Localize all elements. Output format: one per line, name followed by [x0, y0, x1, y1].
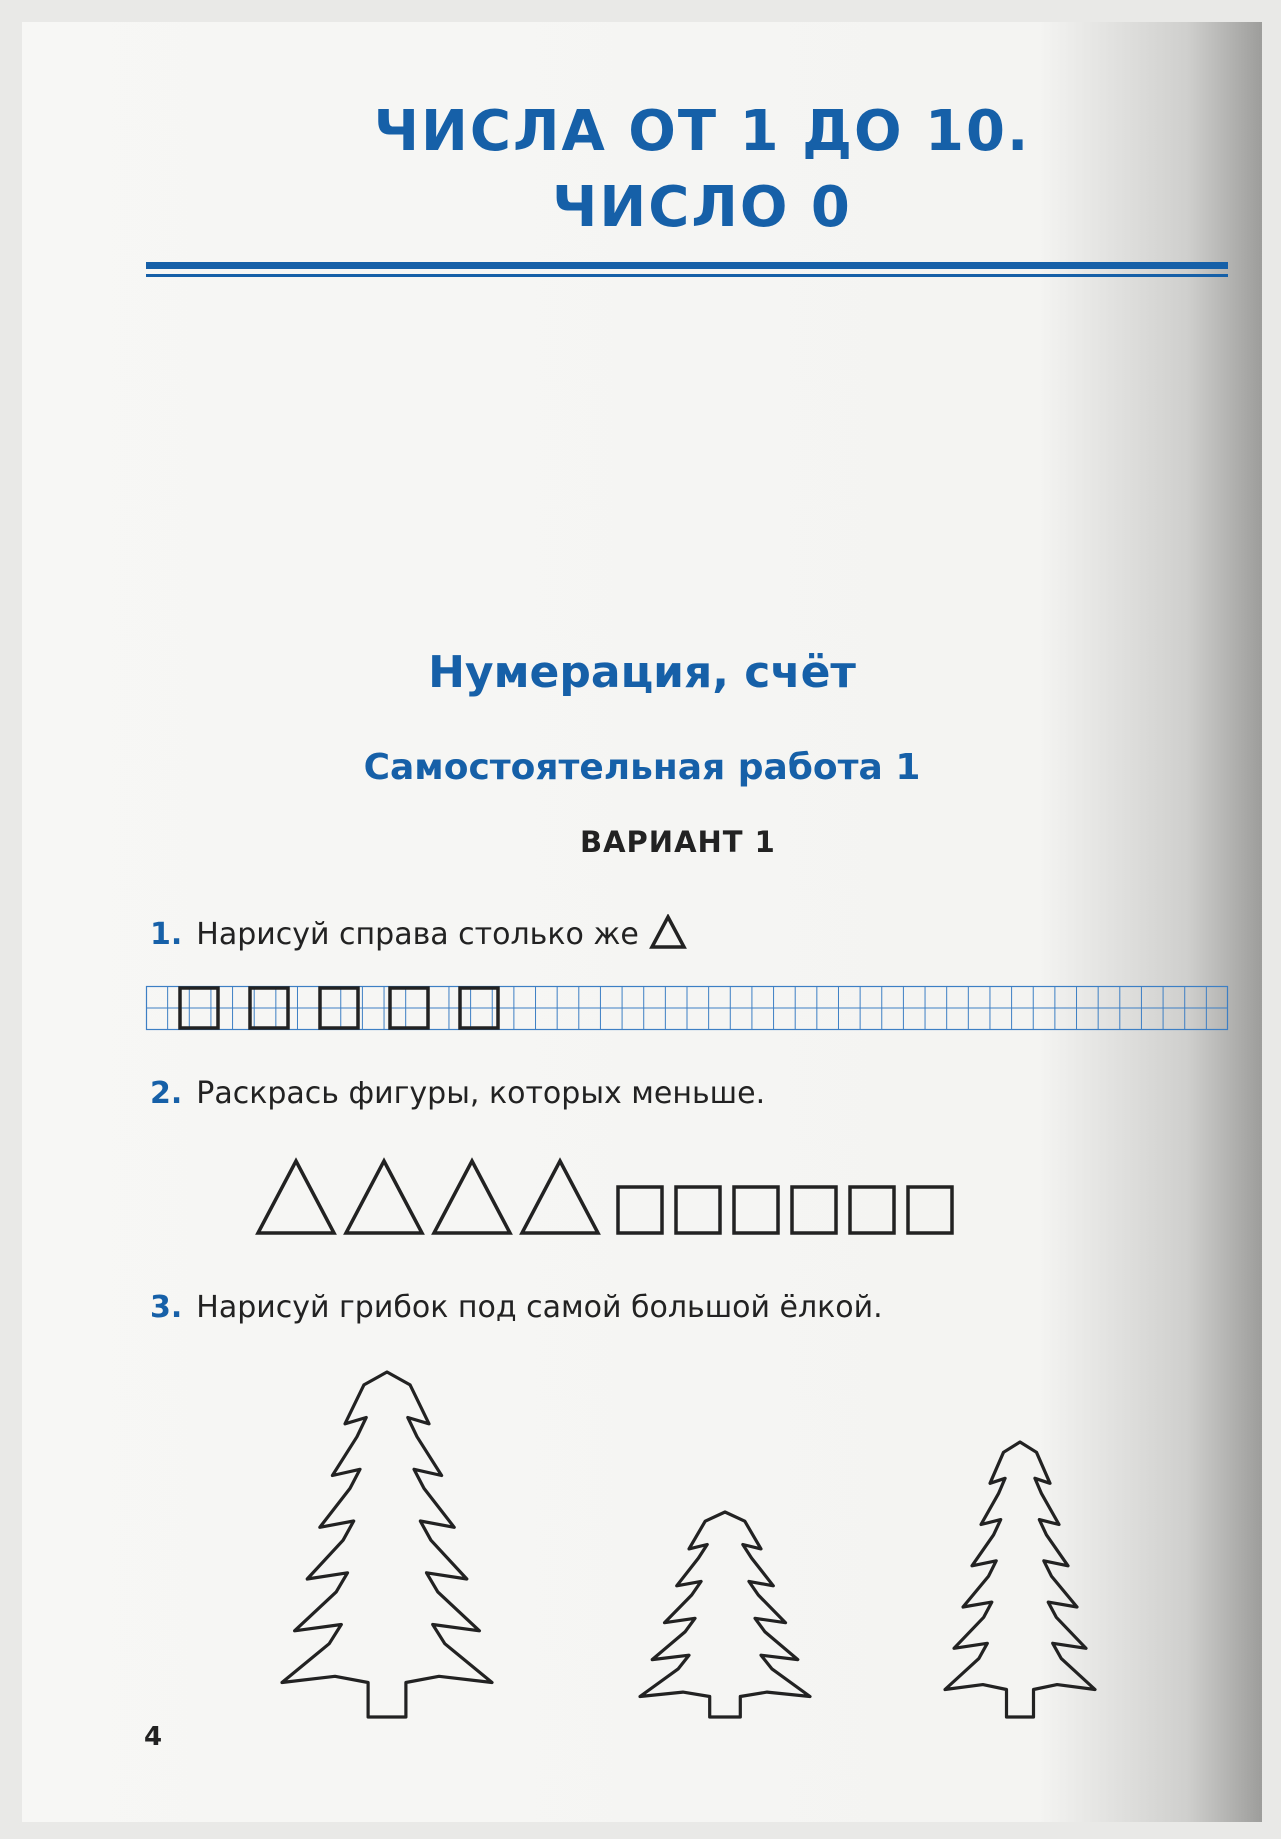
workbook-page [22, 22, 1262, 1822]
page-number: 4 [144, 1722, 163, 1752]
task-2-number: 2. [150, 1076, 183, 1111]
triangle-icon [649, 914, 687, 958]
title-rule-thick [146, 262, 1228, 269]
fir-tree-shape [945, 1442, 1095, 1717]
title-rule-thin [146, 274, 1228, 277]
task-3-text: Нарисуй грибок под самой большой ёлкой. [196, 1290, 883, 1325]
task-2-figures[interactable] [252, 1157, 1072, 1237]
section-heading: Нумерация, счёт [428, 647, 856, 698]
page-title-line1: ЧИСЛА ОТ 1 ДО 10. [373, 99, 1031, 164]
task-1-answer-grid[interactable] [146, 986, 1228, 1030]
square-shape [618, 1187, 662, 1233]
task-1-number: 1. [150, 917, 183, 952]
square-shape [908, 1187, 952, 1233]
task-2 [150, 1076, 765, 1111]
task-1 [150, 914, 687, 958]
task-3-trees[interactable] [292, 1352, 1152, 1722]
square-shape [734, 1187, 778, 1233]
fir-tree-shape [640, 1512, 810, 1717]
triangle-shape [434, 1161, 510, 1233]
task-3-number: 3. [150, 1290, 183, 1325]
triangle-shape [258, 1161, 334, 1233]
fir-tree-shape [282, 1372, 492, 1717]
task-1-text: Нарисуй справа столько же [196, 917, 639, 952]
square-shape [792, 1187, 836, 1233]
section-subheading: Самостоятельная работа 1 [363, 747, 921, 788]
triangle-shape [346, 1161, 422, 1233]
page-title-line2: ЧИСЛО 0 [552, 175, 852, 240]
square-shape [676, 1187, 720, 1233]
task-3 [150, 1290, 883, 1325]
task-2-text: Раскрась фигуры, которых меньше. [196, 1076, 766, 1111]
variant-label: ВАРИАНТ 1 [580, 825, 776, 859]
triangle-shape [522, 1161, 598, 1233]
square-shape [850, 1187, 894, 1233]
